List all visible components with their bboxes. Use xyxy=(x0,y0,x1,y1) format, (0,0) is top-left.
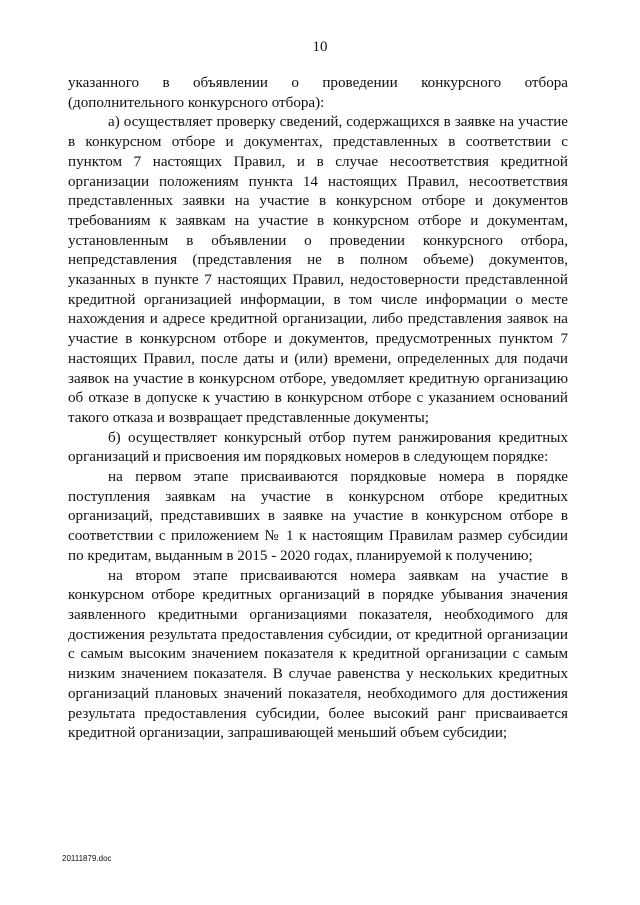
paragraph-first-stage: на первом этапе присваиваются порядковые номера в порядке поступления заявкам на участие в конкурсном отборе кредитных организаций, представивших в заявке на участие в конкурсном отборе в соответствии с приложением № 1 к настоящим Правилам размер субсидии по кредитам, выданным в 2015 - 2020 годах, планируемой к получению; xyxy=(68,469,568,564)
page-number: 10 xyxy=(312,39,328,55)
body-text xyxy=(68,74,568,744)
footer-filename: 20111879.doc xyxy=(62,854,112,863)
paragraph-a: а) осуществляет проверку сведений, содержащихся в заявке на участие в конкурсном отборе и документах, представленных в соответствии с пунктом 7 настоящих Правил, и в случае несоответствия кредитной организации положениям пункта 14 настоящих Правил, несоответствия представленных заявки на участие в конкурсном отборе и документов требованиям к заявкам на участие в конкурсном отборе и документам, установленным в объявлении о проведении конкурсного отбора, непредставления (представления не в полном объеме) документов, указанных в пункте 7 настоящих Правил, недостоверности представленной кредитной организацией информации, в том числе информации о месте нахождения и адресе кредитной организации, либо представления заявок на участие в конкурсном отборе и документов, предусмотренных пунктом 7 настоящих Правил, после даты и (или) времени, определенных для подачи заявок на участие в конкурсном отборе, уведомляет кредитную организацию об отказе в допуске к участию в конкурсном отборе с указанием оснований такого отказа и возвращает представленные документы; xyxy=(68,114,568,426)
paragraph-b: б) осуществляет конкурсный отбор путем ранжирования кредитных организаций и присвоения им порядковых номеров в следующем порядке: xyxy=(68,429,568,466)
paragraph-second-stage: на втором этапе присваиваются номера заявкам на участие в конкурсном отборе кредитных организаций в порядке убывания значения заявленного кредитными организациями показателя, необходимого для достижения результата предоставления субсидии, от кредитной организации с самым высоким значением показателя к кредитной организации с самым низким значением показателя. В случае равенства у нескольких кредитных организаций плановых значений показателя, необходимого для достижения результата предоставления субсидии, более высокий ранг присваивается кредитной организации, запрашивающей меньший объем субсидии; xyxy=(68,567,568,742)
paragraph-intro: указанного в объявлении о проведении конкурсного отбора (дополнительного конкурсного отбора): xyxy=(68,75,568,111)
